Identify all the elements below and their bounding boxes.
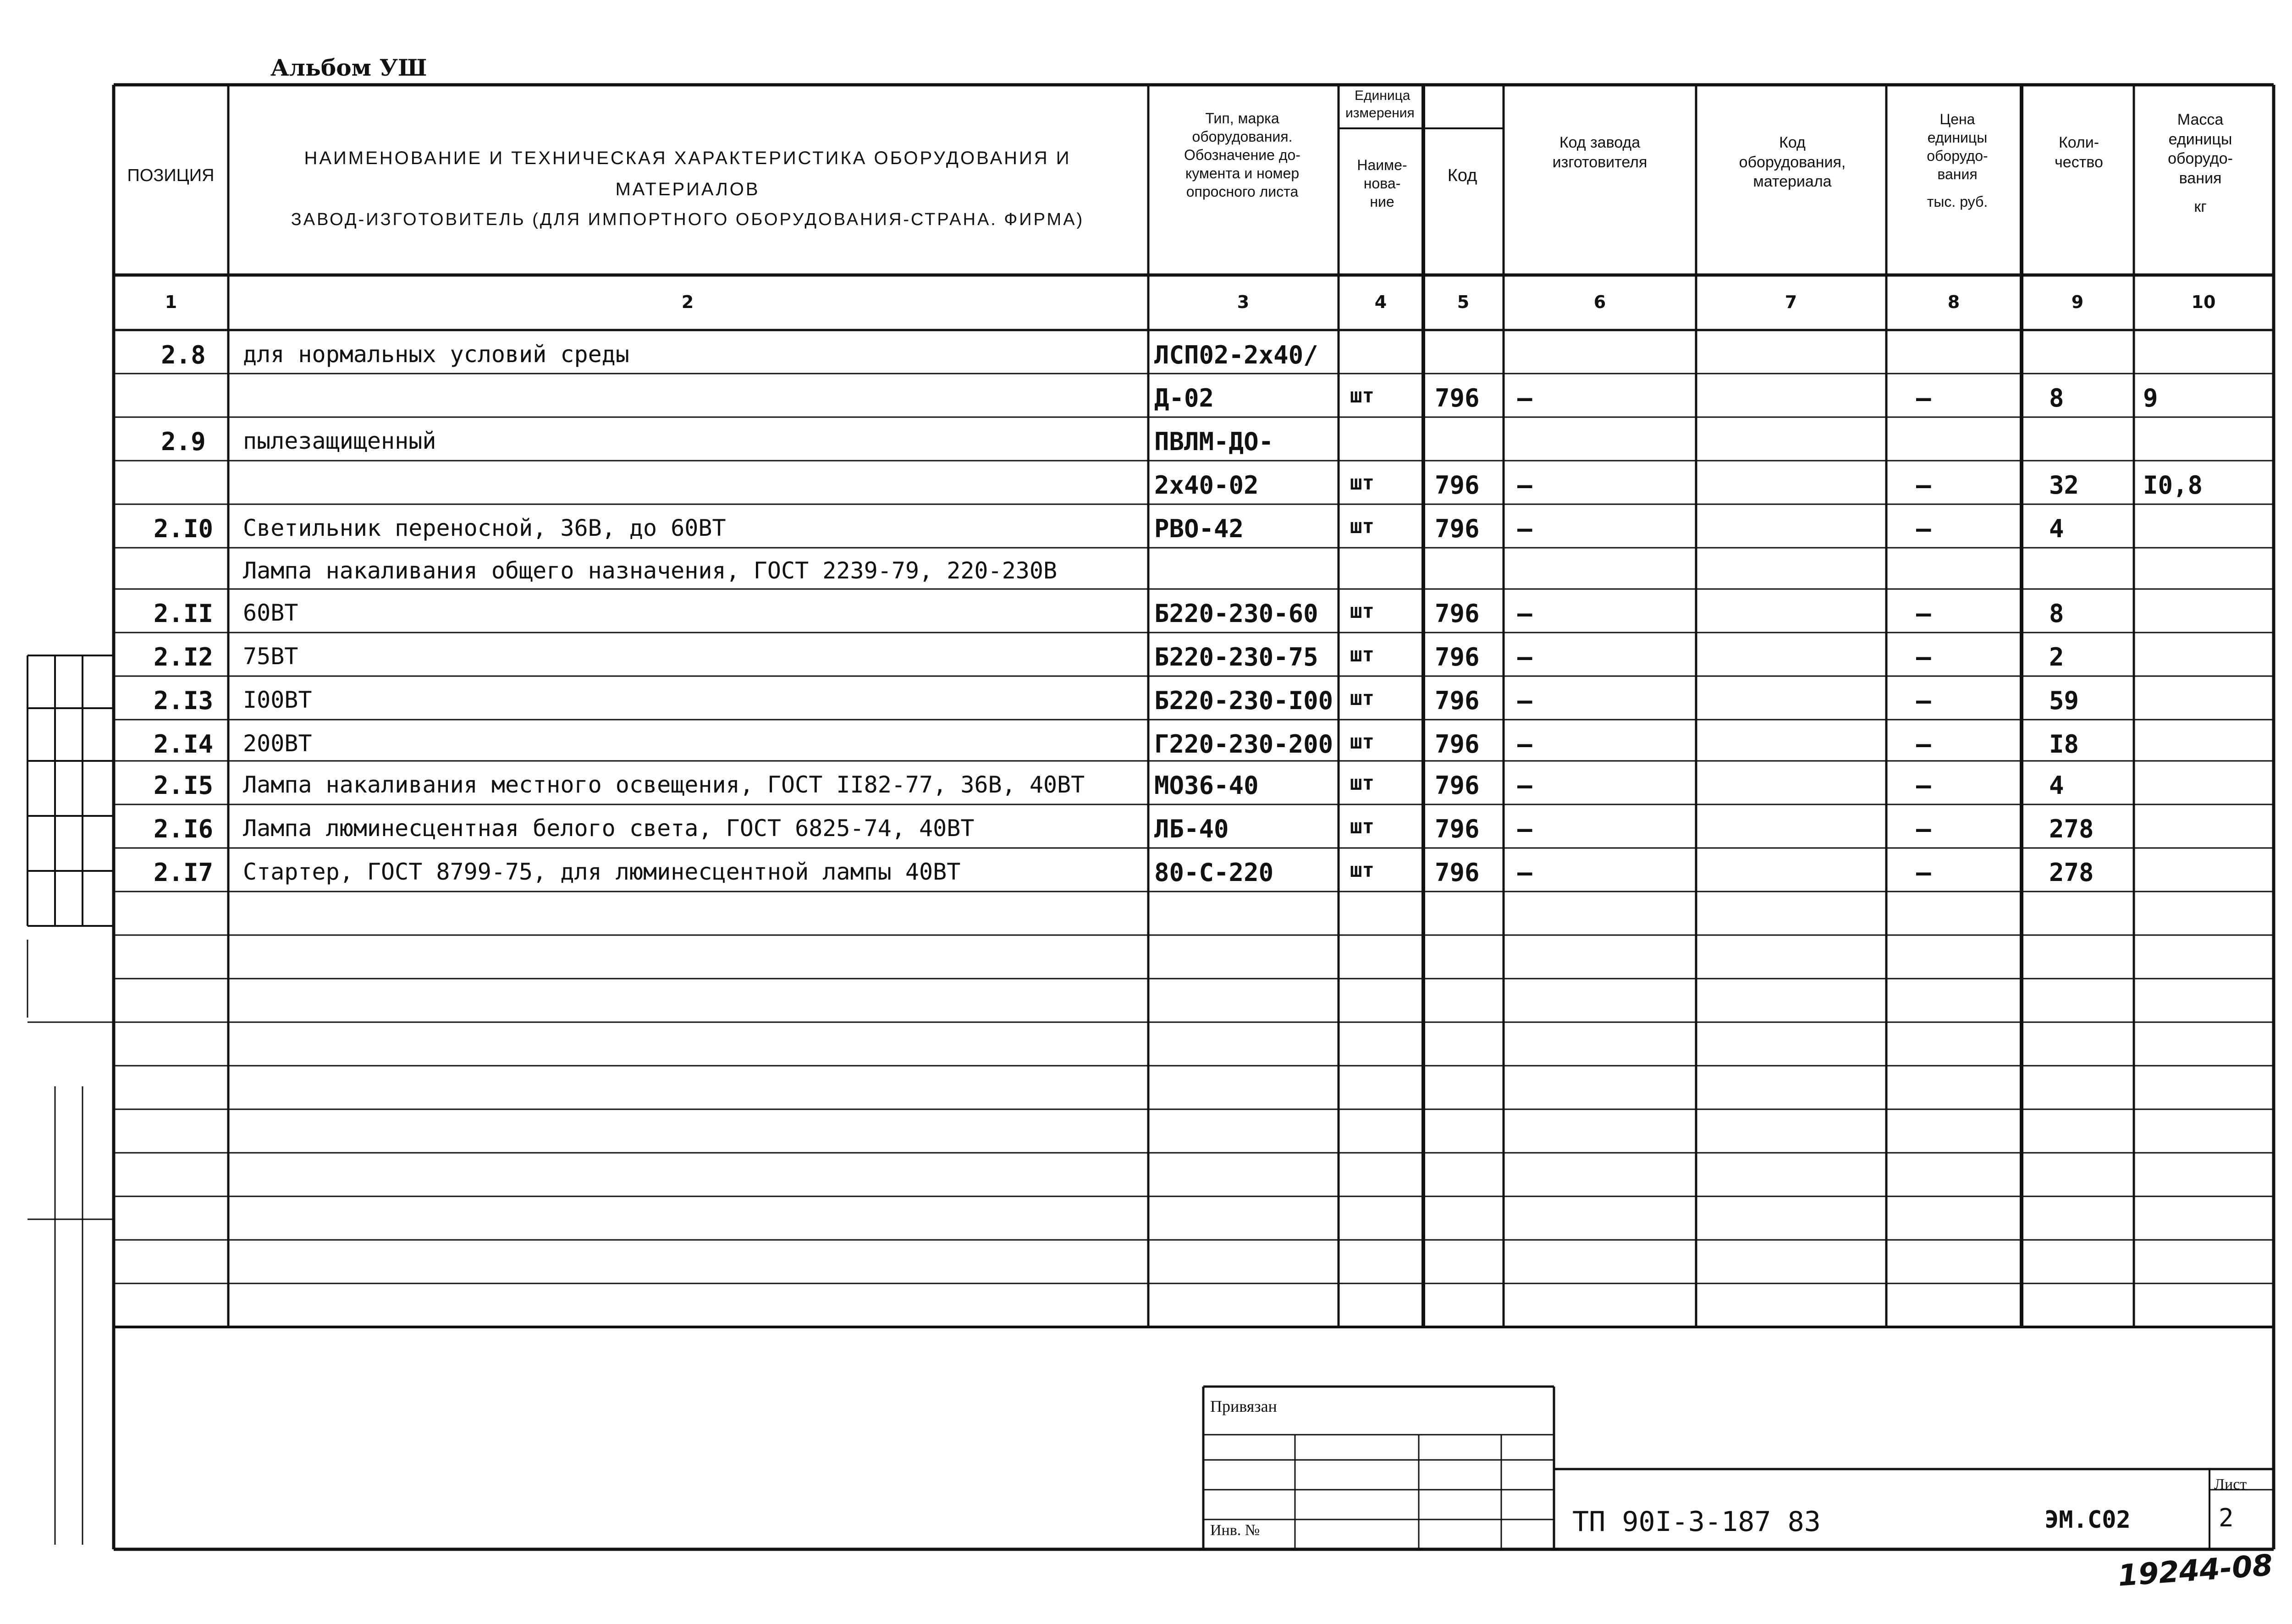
- unit-cell: шт: [1350, 771, 1374, 795]
- header-mass-l1: Масса: [2177, 111, 2224, 128]
- header-code: Код: [1447, 166, 1477, 185]
- header-mass-l3: оборудо-: [2168, 150, 2233, 167]
- name-cell: 200ВТ: [243, 730, 312, 757]
- column-number: 9: [2071, 292, 2084, 312]
- stamp-sheet-code: ЭМ.С02: [2044, 1506, 2131, 1534]
- name-cell: Лампа накаливания местного освещения, ГОСТ II82-77, 36В, 40ВТ: [243, 771, 1085, 798]
- quantity-cell: 8: [2049, 599, 2064, 628]
- header-price-l5: тыс. руб.: [1927, 193, 1988, 210]
- quantity-cell: 4: [2049, 771, 2064, 800]
- unit-cell: шт: [1350, 643, 1374, 666]
- quantity-cell: 8: [2049, 384, 2064, 413]
- quantity-cell: 32: [2049, 471, 2079, 500]
- header-unit-l2: измерения: [1345, 105, 1415, 121]
- plant-code-cell: –: [1517, 686, 1532, 715]
- column-number: 6: [1593, 292, 1606, 312]
- code-cell: 796: [1435, 858, 1480, 887]
- column-number: 5: [1457, 292, 1470, 312]
- header-unit-name-l3: ние: [1370, 193, 1394, 210]
- header-equip-l1: Код: [1779, 134, 1806, 151]
- price-cell: –: [1916, 514, 1931, 543]
- header-equip-l2: оборудования,: [1739, 153, 1846, 171]
- plant-code-cell: –: [1517, 471, 1532, 500]
- quantity-cell: 278: [2049, 815, 2094, 843]
- column-number: 4: [1374, 292, 1387, 312]
- mass-cell: I0,8: [2143, 471, 2203, 500]
- header-name: [229, 147, 1146, 231]
- header-plant-l1: Код завода: [1559, 134, 1641, 151]
- type-cell: ПВЛМ-ДО-: [1154, 427, 1274, 456]
- header-qty-l1: Коли-: [2058, 134, 2099, 151]
- header-unit-group: [1341, 87, 1506, 121]
- header-mass-l2: единицы: [2168, 130, 2232, 148]
- column-number: 7: [1785, 292, 1797, 312]
- name-cell: 75ВТ: [243, 643, 298, 670]
- plant-code-cell: –: [1517, 815, 1532, 843]
- header-price-l3: оборудо-: [1927, 148, 1988, 164]
- header-name-line1: НАИМЕНОВАНИЕ И ТЕХНИЧЕСКАЯ ХАРАКТЕРИСТИКА ОБОРУДОВАНИЯ И: [304, 148, 1071, 168]
- stamp-sheet-label: Лист: [2214, 1476, 2247, 1493]
- type-cell: ЛСП02-2х40/: [1154, 341, 1318, 369]
- header-type-l4: кумента и номер: [1185, 165, 1300, 182]
- header-price-l4: вания: [1937, 166, 1978, 182]
- unit-cell: шт: [1350, 384, 1374, 407]
- header-qty: [2022, 133, 2136, 172]
- position-cell: 2.I4: [153, 730, 214, 759]
- code-cell: 796: [1435, 771, 1480, 800]
- position-cell: 2.9: [161, 427, 206, 456]
- position-cell: 2.I6: [153, 815, 214, 843]
- price-cell: –: [1916, 730, 1931, 759]
- name-cell: пылезащищенный: [243, 428, 436, 454]
- code-cell: 796: [1435, 730, 1480, 759]
- position-cell: 2.8: [161, 341, 206, 369]
- plant-code-cell: –: [1517, 858, 1532, 887]
- quantity-cell: 2: [2049, 643, 2064, 672]
- header-unit-l1: Единица: [1355, 88, 1410, 103]
- handwritten-number: 19244-08: [2116, 1548, 2274, 1593]
- header-unit-name-l1: Наиме-: [1357, 157, 1407, 173]
- quantity-cell: 59: [2049, 686, 2079, 715]
- price-cell: –: [1916, 471, 1931, 500]
- type-cell: Б220-230-60: [1154, 599, 1318, 628]
- header-unit-name: [1341, 156, 1423, 211]
- name-cell: Лампа люминесцентная белого света, ГОСТ 6825-74, 40ВТ: [243, 815, 975, 842]
- quantity-cell: 278: [2049, 858, 2094, 887]
- stamp-inventory-label: Инв. №: [1210, 1522, 1260, 1539]
- type-cell: РВО-42: [1154, 514, 1244, 543]
- plant-code-cell: –: [1517, 771, 1532, 800]
- position-cell: 2.II: [153, 599, 214, 628]
- quantity-cell: I8: [2049, 730, 2079, 759]
- unit-cell: шт: [1350, 515, 1374, 538]
- header-price-l1: Цена: [1939, 111, 1975, 127]
- header-qty-l2: чество: [2055, 153, 2103, 171]
- unit-cell: шт: [1350, 471, 1374, 495]
- header-unit-name-l2: нова-: [1363, 175, 1401, 192]
- unit-cell: шт: [1350, 859, 1374, 882]
- quantity-cell: 4: [2049, 514, 2064, 543]
- code-cell: 796: [1435, 384, 1480, 413]
- price-cell: –: [1916, 643, 1931, 672]
- type-cell: 80-С-220: [1154, 858, 1274, 887]
- type-cell: Б220-230-75: [1154, 643, 1318, 672]
- mass-cell: 9: [2143, 384, 2158, 413]
- price-cell: –: [1916, 858, 1931, 887]
- plant-code-cell: –: [1517, 514, 1532, 543]
- column-number: 3: [1237, 292, 1250, 312]
- column-number: 1: [165, 292, 177, 312]
- unit-cell: шт: [1350, 687, 1374, 710]
- header-plant-l2: изготовителя: [1552, 153, 1647, 171]
- code-cell: 796: [1435, 599, 1480, 628]
- header-plant-code: [1504, 133, 1696, 172]
- price-cell: –: [1916, 599, 1931, 628]
- stamp-document-code: ТП 90I-3-187 83: [1572, 1506, 1821, 1538]
- plant-code-cell: –: [1517, 384, 1532, 413]
- name-cell: Стартер, ГОСТ 8799-75, для люминесцентной лампы 40ВТ: [243, 859, 961, 885]
- price-cell: –: [1916, 771, 1931, 800]
- header-type-l2: оборудования.: [1192, 128, 1293, 145]
- code-cell: 796: [1435, 514, 1480, 543]
- name-cell: для нормальных условий среды: [243, 341, 629, 368]
- plant-code-cell: –: [1517, 599, 1532, 628]
- header-type-l5: опросного листа: [1186, 183, 1299, 200]
- header-price-l2: единицы: [1927, 129, 1988, 146]
- header-type: [1148, 109, 1336, 201]
- stamp-linked-label: Привязан: [1210, 1397, 1277, 1415]
- code-cell: 796: [1435, 815, 1480, 843]
- name-cell: Лампа накаливания общего назначения, ГОСТ 2239-79, 220-230В: [243, 557, 1058, 584]
- position-cell: 2.I0: [153, 514, 214, 543]
- name-cell: I00ВТ: [243, 687, 312, 713]
- position-cell: 2.I7: [153, 858, 214, 887]
- code-cell: 796: [1435, 471, 1480, 500]
- price-cell: –: [1916, 815, 1931, 843]
- type-cell: Б220-230-I00: [1154, 686, 1333, 715]
- unit-cell: шт: [1350, 815, 1374, 838]
- code-cell: 796: [1435, 686, 1480, 715]
- position-cell: 2.I2: [153, 643, 214, 672]
- header-mass-l5: кг: [2194, 198, 2207, 215]
- price-cell: –: [1916, 686, 1931, 715]
- position-cell: 2.I3: [153, 686, 214, 715]
- album-label: Альбом УШ: [270, 54, 427, 81]
- code-cell: 796: [1435, 643, 1480, 672]
- type-cell: Д-02: [1154, 384, 1214, 413]
- header-equip-l3: материала: [1753, 173, 1832, 190]
- type-cell: Г220-230-200: [1154, 730, 1333, 759]
- header-mass: [2134, 110, 2267, 217]
- plant-code-cell: –: [1517, 730, 1532, 759]
- column-number: 2: [681, 292, 694, 312]
- unit-cell: шт: [1350, 730, 1374, 754]
- header-type-l1: Тип, марка: [1205, 110, 1279, 127]
- type-cell: 2х40-02: [1154, 471, 1259, 500]
- price-cell: –: [1916, 384, 1931, 413]
- position-cell: 2.I5: [153, 771, 214, 800]
- header-mass-l4: вания: [2179, 169, 2222, 187]
- column-number: 10: [2191, 292, 2216, 312]
- header-name-line3: ЗАВОД-ИЗГОТОВИТЕЛЬ (ДЛЯ ИМПОРТНОГО ОБОРУДОВАНИЯ-СТРАНА. ФИРМА): [291, 210, 1085, 229]
- unit-cell: шт: [1350, 600, 1374, 623]
- header-price: [1889, 110, 2026, 211]
- name-cell: 60ВТ: [243, 600, 298, 626]
- column-number: 8: [1947, 292, 1960, 312]
- plant-code-cell: –: [1517, 643, 1532, 672]
- header-name-line2: МАТЕРИАЛОВ: [615, 179, 760, 199]
- type-cell: МО36-40: [1154, 771, 1259, 800]
- type-cell: ЛБ-40: [1154, 815, 1229, 843]
- header-equip-code: [1698, 133, 1886, 192]
- name-cell: Светильник переносной, 36В, до 60ВТ: [243, 515, 726, 541]
- header-position: ПОЗИЦИЯ: [127, 166, 215, 185]
- header-type-l3: Обозначение до-: [1184, 147, 1300, 163]
- stamp-sheet-number: 2: [2219, 1503, 2234, 1532]
